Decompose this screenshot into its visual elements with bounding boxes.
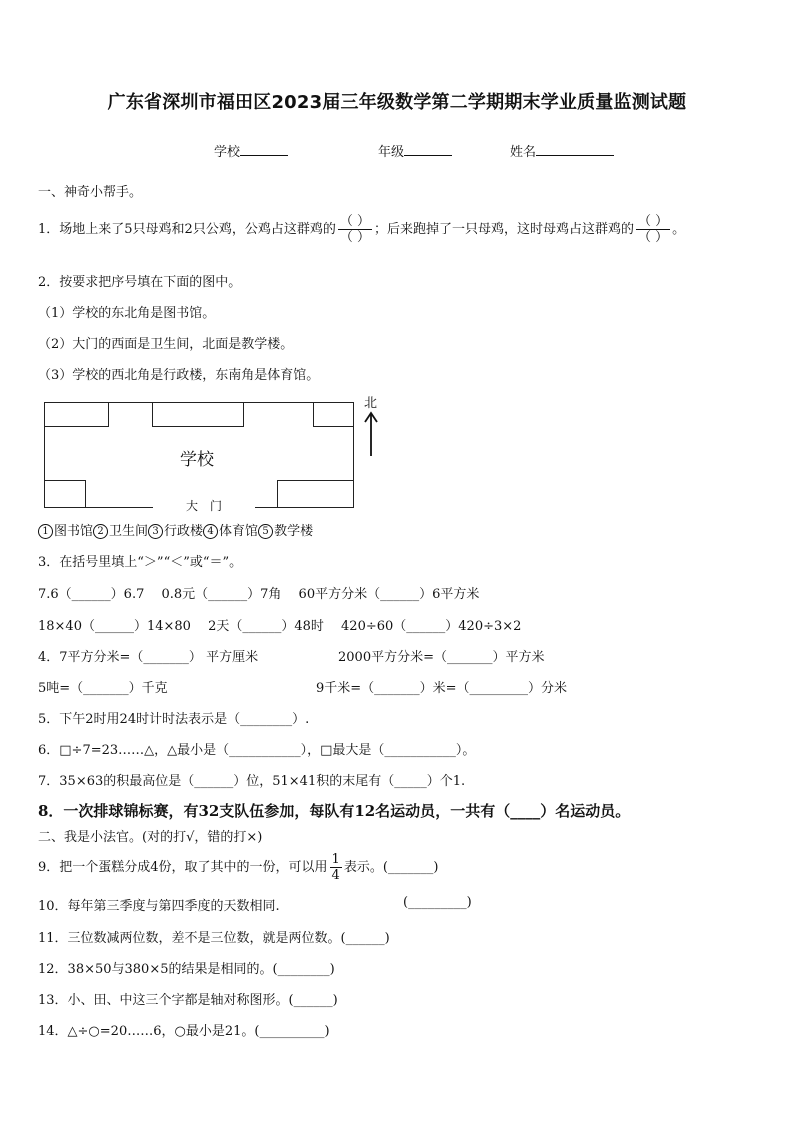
q1-frac2-den: （ ） [637, 230, 669, 245]
legend-item-2: 2 卫生间 [93, 524, 148, 539]
map-box-southwest[interactable] [44, 480, 86, 508]
question-2-item-2: （2）大门的西面是卫生间，北面是教学楼。 [38, 337, 294, 352]
question-2-item-3: （3）学校的西北角是行政楼，东南角是体育馆。 [38, 368, 320, 383]
question-10: 10．每年第三季度与第四季度的天数相同. [38, 899, 280, 914]
question-8[interactable]: 8．一次排球锦标赛，有32支队伍参加，每队有12名运动员，一共有（____）名运动员。 [38, 802, 631, 820]
question-3-row-2[interactable]: 18×40（______）14×80 2天（______）48时 420÷60（______）420÷3×2 [38, 619, 522, 634]
question-3-stem: 3．在括号里填上“＞”“＜”或“＝”。 [38, 555, 243, 570]
question-3-row-1[interactable]: 7.6（______）6.7 0.8元（______）7角 60平方分米（______）6平方米 [38, 587, 480, 602]
section-1-heading: 一、神奇小帮手。 [38, 185, 143, 200]
q9-text-a: 9．把一个蛋糕分成4份，取了其中的一份，可以用 [38, 860, 328, 875]
question-4-row-2b[interactable]: 9千米=（_______）米=（_________）分米 [316, 681, 568, 696]
map-box-north[interactable] [152, 402, 244, 427]
q9-frac-num: 1 [331, 852, 340, 867]
q1-frac1-den: （ ） [339, 230, 370, 245]
grade-blank[interactable] [404, 155, 452, 156]
question-11[interactable]: 11．三位数减两位数，差不是三位数，就是两位数。(______) [38, 931, 390, 946]
school-map [44, 402, 354, 513]
question-13[interactable]: 13．小、田、中这三个字都是轴对称图形。(______) [38, 993, 338, 1008]
map-box-northwest[interactable] [44, 402, 109, 427]
legend-item-5: 5 教学楼 [258, 524, 313, 539]
q9-fraction [330, 852, 342, 883]
question-4-row-2a[interactable]: 5吨=（_______）千克 [38, 681, 168, 696]
legend-item-3: 3 行政楼 [148, 524, 203, 539]
legend-item-1: 1 图书馆 [38, 524, 93, 539]
school-field [214, 141, 288, 160]
name-label: 姓名 [510, 145, 537, 160]
name-field [510, 141, 614, 160]
q9-text-b[interactable]: 表示。(_______) [343, 860, 439, 875]
question-2-stem: 2．按要求把序号填在下面的图中。 [38, 275, 242, 290]
name-blank[interactable] [536, 155, 614, 156]
q1-text-b: ；后来跑掉了一只母鸡，这时母鸡占这群鸡的 [373, 222, 634, 237]
question-12[interactable]: 12．38×50与380×5的结果是相同的。(________) [38, 962, 335, 977]
school-blank[interactable] [240, 155, 288, 156]
question-7[interactable]: 7．35×63的积最高位是（______）位，51×41积的末尾有（_____）个1. [38, 774, 466, 789]
section-2-heading: 二、我是小法官。(对的打√，错的打×) [38, 830, 263, 845]
q1-end: 。 [672, 222, 686, 237]
question-6[interactable]: 6．□÷7=23……△，△最小是（___________），□最大是（___________）。 [38, 743, 476, 758]
question-5[interactable]: 5．下午2时用24时计时法表示是（________）. [38, 712, 310, 727]
map-box-northeast[interactable] [313, 402, 354, 427]
map-box-southeast[interactable] [277, 480, 354, 508]
q9-frac-den: 4 [331, 868, 340, 883]
question-4-row-1a[interactable]: 4．7平方分米=（_______） 平方厘米 [38, 650, 259, 665]
legend-item-4: 4 体育馆 [203, 524, 258, 539]
question-9 [38, 852, 438, 883]
map-gate-label: 大 门 [153, 497, 255, 513]
school-label: 学校 [214, 145, 241, 160]
q1-frac1-num: （ ） [339, 214, 370, 229]
question-4-row-1b[interactable]: 2000平方分米=（_______）平方米 [338, 650, 545, 665]
north-arrow-icon [362, 410, 380, 458]
question-10-answer[interactable]: (_________) [403, 895, 472, 910]
question-14[interactable]: 14．△÷○=20……6，○最小是21。(__________) [38, 1024, 330, 1039]
grade-field [378, 141, 452, 160]
north-label: 北 [364, 396, 378, 411]
map-legend [38, 520, 313, 539]
q1-frac2-num: （ ） [637, 214, 669, 229]
grade-label: 年级 [378, 145, 405, 160]
map-school-label: 学校 [180, 450, 214, 470]
page-title: 广东省深圳市福田区2023届三年级数学第二学期期末学业质量监测试题 [107, 92, 687, 113]
q1-text-a: 1．场地上来了5只母鸡和2只公鸡，公鸡占这群鸡的 [38, 222, 336, 237]
question-2-item-1: （1）学校的东北角是图书馆。 [38, 306, 216, 321]
question-1 [38, 214, 685, 245]
q1-fraction-1[interactable] [338, 214, 372, 245]
q1-fraction-2[interactable] [636, 214, 670, 245]
